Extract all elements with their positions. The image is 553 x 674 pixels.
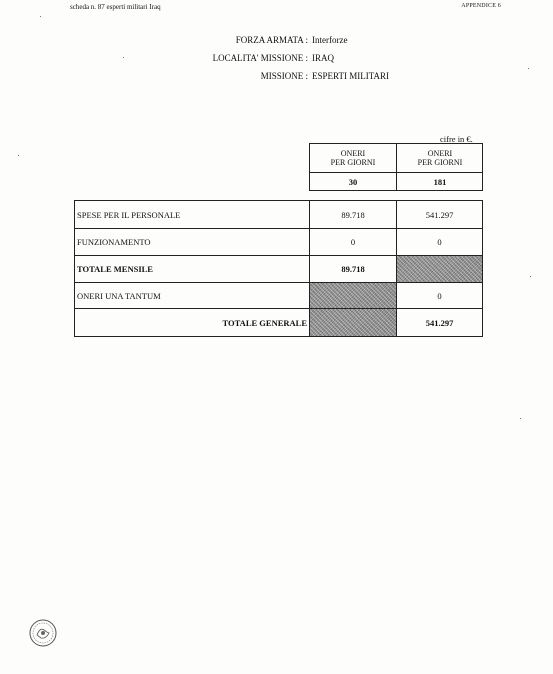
scan-speck — [530, 276, 531, 277]
forza-armata-line — [0, 35, 553, 47]
appendix-label: APPENDICE 6 — [461, 3, 501, 9]
scan-speck — [123, 57, 124, 58]
table-row — [75, 256, 482, 283]
row-label: FUNZIONAMENTO — [75, 229, 310, 255]
column-header-1-line2: PER GIORNI — [330, 158, 376, 167]
row-value-col2: 0 — [437, 237, 442, 247]
row-label: TOTALE MENSILE — [75, 256, 310, 282]
forza-armata-label: FORZA ARMATA : — [235, 35, 308, 45]
table-row — [75, 309, 482, 336]
table-row — [75, 283, 482, 309]
column-header-2-title — [397, 144, 483, 173]
document-reference: scheda n. 87 esperti militari Iraq — [70, 3, 161, 11]
missione-line — [0, 71, 553, 83]
shaded-empty-cell — [310, 283, 397, 308]
currency-units-note: cifre in €. — [440, 134, 473, 144]
row-value-col2: 541.297 — [425, 209, 454, 220]
localita-missione-line — [0, 53, 553, 65]
missione-value: ESPERTI MILITARI — [312, 71, 389, 81]
column-header-2 — [397, 144, 483, 190]
row-value-col1: 89.718 — [310, 201, 397, 228]
scan-speck — [40, 16, 41, 17]
row-value-col2: 541.297 — [425, 317, 454, 328]
localita-missione-value: IRAQ — [312, 53, 334, 63]
scan-speck — [528, 68, 529, 69]
column-header-2-days: 181 — [433, 177, 447, 187]
row-value-col1: 0 — [310, 229, 397, 255]
table-row — [75, 229, 482, 256]
column-header-2-line1: ONERI — [427, 149, 453, 158]
column-header-box — [309, 143, 483, 191]
forza-armata-value: Interforze — [312, 35, 348, 45]
column-header-2-line2: PER GIORNI — [417, 158, 463, 167]
column-header-1-line1: ONERI — [340, 149, 366, 158]
shaded-empty-cell — [397, 256, 482, 282]
missione-label: MISSIONE : — [260, 71, 308, 81]
row-label: ONERI UNA TANTUM — [75, 283, 310, 308]
row-value-col1: 89.718 — [310, 256, 397, 282]
cost-table — [74, 200, 483, 337]
table-row — [75, 201, 482, 229]
row-label: TOTALE GENERALE — [75, 309, 310, 336]
scan-speck — [520, 418, 521, 419]
column-header-1-title — [310, 144, 396, 173]
column-header-1-days: 30 — [348, 177, 358, 187]
scan-speck — [18, 155, 19, 156]
shaded-empty-cell — [310, 309, 397, 336]
row-label: SPESE PER IL PERSONALE — [75, 201, 310, 228]
row-value-col2: 0 — [437, 290, 442, 301]
column-header-1 — [310, 144, 397, 190]
localita-missione-label: LOCALITA' MISSIONE : — [212, 53, 308, 63]
seal-stamp-icon — [28, 618, 58, 653]
